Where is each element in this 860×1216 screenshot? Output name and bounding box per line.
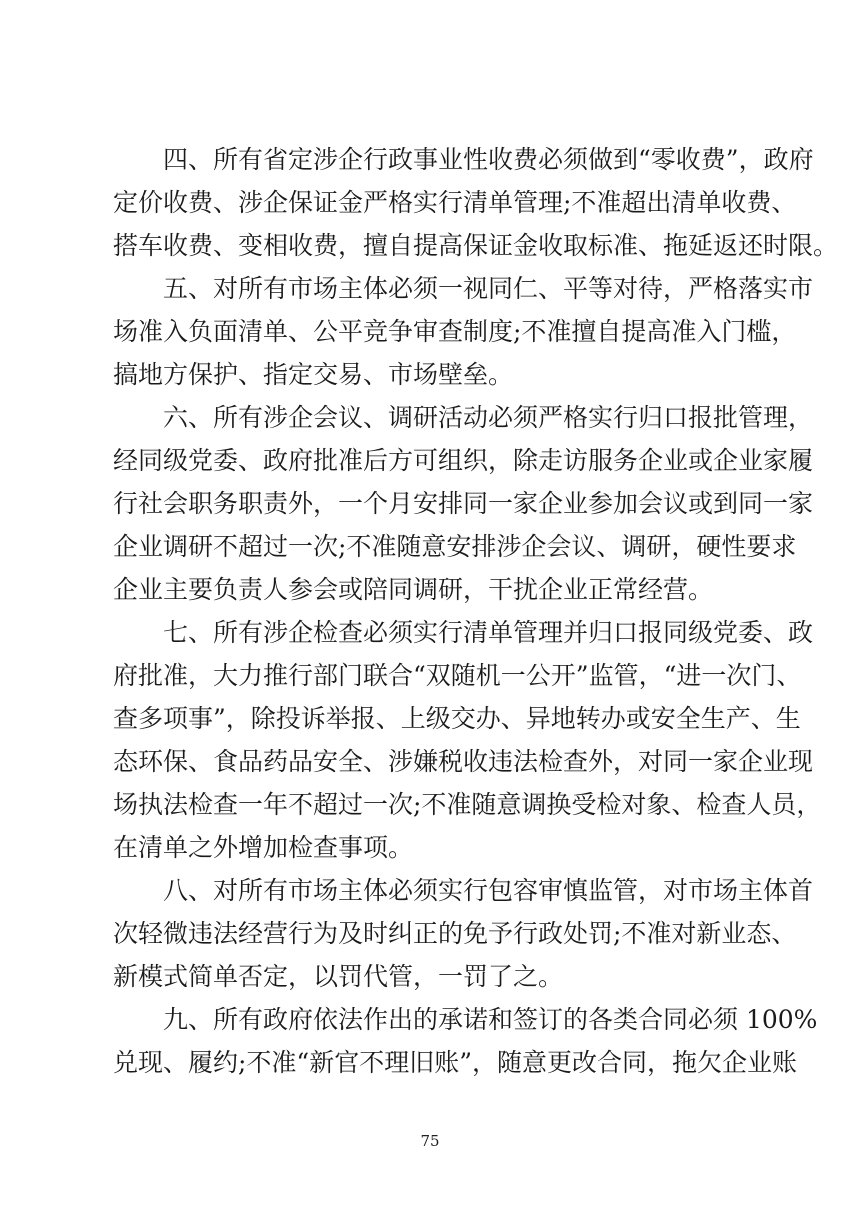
text-line: 企业主要负责人参会或陪同调研，干扰企业正常经营。 bbox=[113, 575, 714, 604]
paragraph-8 bbox=[113, 869, 814, 998]
text-line: 兑现、履约;不准“新官不理旧账”，随意更改合同，拖欠企业账 bbox=[113, 1048, 797, 1077]
text-line: 七、所有涉企检查必须实行清单管理并归口报同级党委、政 bbox=[163, 618, 814, 647]
paragraph-4 bbox=[113, 138, 839, 267]
text-line: 四、所有省定涉企行政事业性收费必须做到“零收费”，政府 bbox=[163, 145, 814, 174]
text-line: 定价收费、涉企保证金严格实行清单管理;不准超出清单收费、 bbox=[113, 188, 797, 217]
text-line: 行社会职务职责外，一个月安排同一家企业参加会议或到同一家 bbox=[113, 489, 814, 518]
page-number: 75 bbox=[420, 1132, 440, 1150]
text-line: 新模式简单否定，以罚代管，一罚了之。 bbox=[113, 962, 564, 991]
text-line: 搞地方保护、指定交易、市场壁垒。 bbox=[113, 360, 514, 389]
text-line: 府批准，大力推行部门联合“双随机一公开”监管，“进一次门、 bbox=[113, 661, 802, 690]
text-line: 九、所有政府依法作出的承诺和签订的各类合同必须 100% bbox=[163, 1005, 818, 1034]
document-body bbox=[113, 138, 839, 1084]
paragraph-5 bbox=[113, 267, 814, 396]
paragraph-9 bbox=[113, 998, 818, 1084]
text-line: 查多项事”，除投诉举报、上级交办、异地转办或安全生产、生 bbox=[113, 704, 801, 733]
text-line: 六、所有涉企会议、调研活动必须严格实行归口报批管理， bbox=[163, 403, 814, 432]
text-line: 企业调研不超过一次;不准随意安排涉企会议、调研，硬性要求 bbox=[113, 532, 797, 561]
text-line: 次轻微违法经营行为及时纠正的免予行政处罚;不准对新业态、 bbox=[113, 919, 797, 948]
text-line: 五、对所有市场主体必须一视同仁、平等对待，严格落实市 bbox=[163, 274, 814, 303]
paragraph-6 bbox=[113, 396, 814, 611]
text-line: 搭车收费、变相收费，擅自提高保证金收取标准、拖延返还时限。 bbox=[113, 231, 839, 260]
text-line: 态环保、食品药品安全、涉嫌税收违法检查外，对同一家企业现 bbox=[113, 747, 814, 776]
text-line: 场准入负面清单、公平竞争审查制度;不准擅自提高准入门槛， bbox=[113, 317, 797, 346]
text-line: 八、对所有市场主体必须实行包容审慎监管，对市场主体首 bbox=[163, 876, 814, 905]
text-line: 经同级党委、政府批准后方可组织，除走访服务企业或企业家履 bbox=[113, 446, 814, 475]
paragraph-7 bbox=[113, 611, 822, 869]
text-line: 在清单之外增加检查事项。 bbox=[113, 833, 414, 862]
text-line: 场执法检查一年不超过一次;不准随意调换受检对象、检查人员， bbox=[113, 790, 822, 819]
